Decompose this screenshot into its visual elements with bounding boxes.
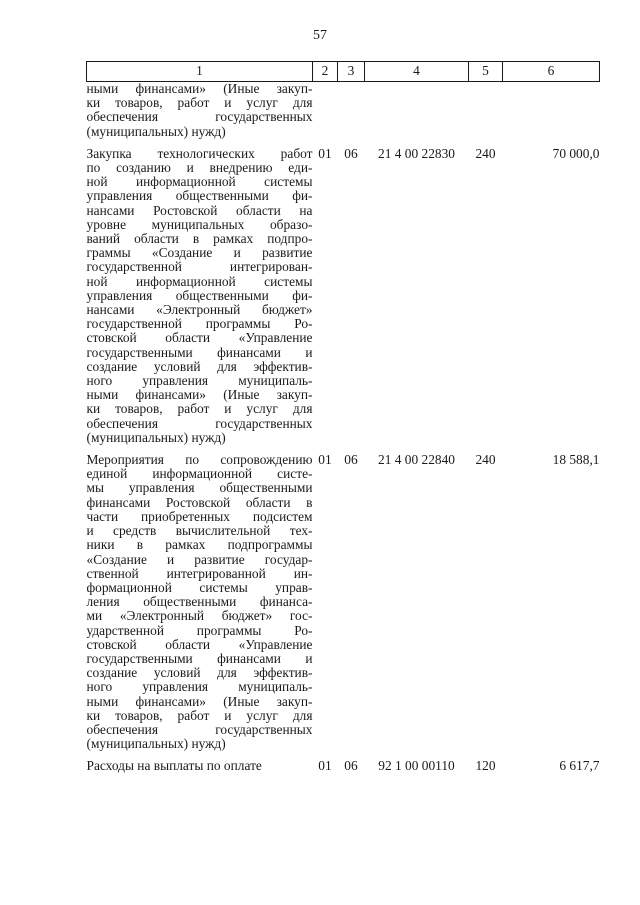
description-line: стовской области «Управление	[86, 636, 313, 652]
description-line: создание условий для эффектив-	[86, 358, 313, 374]
subsection-code	[338, 82, 365, 139]
amount-value: 6 617,7	[559, 758, 600, 774]
description-line: государственной интегрирован-	[86, 259, 313, 275]
section-code: 01	[318, 145, 332, 161]
description-line: Закупка технологических работ	[86, 145, 313, 161]
description-line: ственной интегрированной ин-	[86, 565, 313, 581]
table-row	[87, 82, 600, 139]
header-col-5: 5	[469, 62, 503, 82]
description-line: государственными финансами и	[86, 650, 313, 666]
description-line: ными финансами» (Иные закуп-	[86, 693, 313, 709]
expense-type-code: 240	[475, 145, 496, 161]
target-article-code: 21 4 00 22830	[378, 145, 455, 161]
description-line: обеспечения государственных	[86, 109, 313, 125]
description-line: финансами Ростовской области в	[86, 494, 313, 510]
amount-value	[503, 82, 600, 139]
section-code	[313, 82, 338, 139]
description-line: обеспечения государственных	[86, 415, 313, 431]
amount-value: 18 588,1	[552, 452, 600, 468]
description-line: ударственной программы Ро-	[86, 622, 313, 638]
page-number: 57	[313, 28, 327, 43]
description-line: ки товаров, работ и услуг для	[86, 401, 313, 417]
description-line: Мероприятия по сопровождению	[86, 452, 313, 468]
subsection-code: 06	[344, 452, 358, 468]
header-col-6: 6	[503, 62, 600, 82]
description-line: ной информационной системы	[86, 174, 313, 190]
description-line: ного управления муниципаль-	[86, 373, 313, 389]
row-description	[87, 147, 313, 445]
table-body	[87, 82, 600, 774]
description-line: части приобретенных подсистем	[86, 508, 313, 524]
description-line: единой информационной систе-	[86, 466, 313, 482]
target-article-code	[365, 82, 469, 139]
description-line: ными финансами» (Иные закуп-	[86, 81, 313, 96]
description-line: ной информационной системы	[86, 273, 313, 289]
header-col-2: 2	[313, 62, 338, 82]
table-row	[87, 453, 600, 751]
description-line: обеспечения государственных	[86, 721, 313, 737]
description-line: Расходы на выплаты по оплате	[86, 758, 262, 774]
row-description	[87, 82, 313, 139]
description-line: управления общественными фи-	[86, 287, 313, 303]
description-line: и средств вычислительной тех-	[86, 523, 313, 539]
row-description	[87, 453, 313, 751]
subsection-code: 06	[344, 758, 358, 774]
subsection-code: 06	[344, 145, 358, 161]
header-col-4: 4	[365, 62, 469, 82]
section-code: 01	[318, 758, 332, 774]
description-line: нансами «Электронный бюджет»	[86, 302, 313, 318]
description-line: формационной системы управ-	[86, 579, 313, 595]
description-line: нансами Ростовской области на	[86, 202, 313, 218]
description-line: мы управления общественными	[86, 480, 313, 496]
description-line: ки товаров, работ и услуг для	[86, 95, 313, 111]
description-line: (муниципальных) нужд)	[86, 123, 226, 139]
expense-type-code	[469, 82, 503, 139]
table-row	[87, 759, 600, 773]
description-line: государственной программы Ро-	[86, 316, 313, 332]
header-col-3: 3	[338, 62, 365, 82]
section-code: 01	[318, 452, 332, 468]
description-line: создание условий для эффектив-	[86, 665, 313, 681]
description-line: ваний области в рамках подпро-	[86, 231, 313, 247]
description-line: государственными финансами и	[86, 344, 313, 360]
amount-value: 70 000,0	[552, 145, 600, 161]
table-row	[87, 147, 600, 445]
description-line: граммы «Создание и развитие	[86, 245, 313, 261]
description-line: стовской области «Управление	[86, 330, 313, 346]
description-line: ными финансами» (Иные закуп-	[86, 387, 313, 403]
row-description	[87, 759, 313, 773]
description-line: (муниципальных) нужд)	[86, 736, 226, 752]
description-line: ного управления муниципаль-	[86, 679, 313, 695]
description-line: «Создание и развитие государ-	[86, 551, 313, 567]
description-line: по созданию и внедрению еди-	[86, 160, 313, 176]
expense-type-code: 120	[475, 758, 496, 774]
table-header-row	[87, 62, 600, 82]
target-article-code: 92 1 00 00110	[378, 758, 455, 774]
description-line: (муниципальных) нужд)	[86, 429, 226, 445]
target-article-code: 21 4 00 22840	[378, 452, 455, 468]
description-line: ми «Электронный бюджет» гос-	[86, 608, 313, 624]
description-line: уровне муниципальных образо-	[86, 216, 313, 232]
header-col-1: 1	[87, 62, 313, 82]
description-line: ники в рамках подпрограммы	[86, 537, 313, 553]
description-line: управления общественными фи-	[86, 188, 313, 204]
expense-type-code: 240	[475, 452, 496, 468]
budget-table	[86, 61, 600, 774]
description-line: ления общественными финанса-	[86, 594, 313, 610]
description-line: ки товаров, работ и услуг для	[86, 707, 313, 723]
